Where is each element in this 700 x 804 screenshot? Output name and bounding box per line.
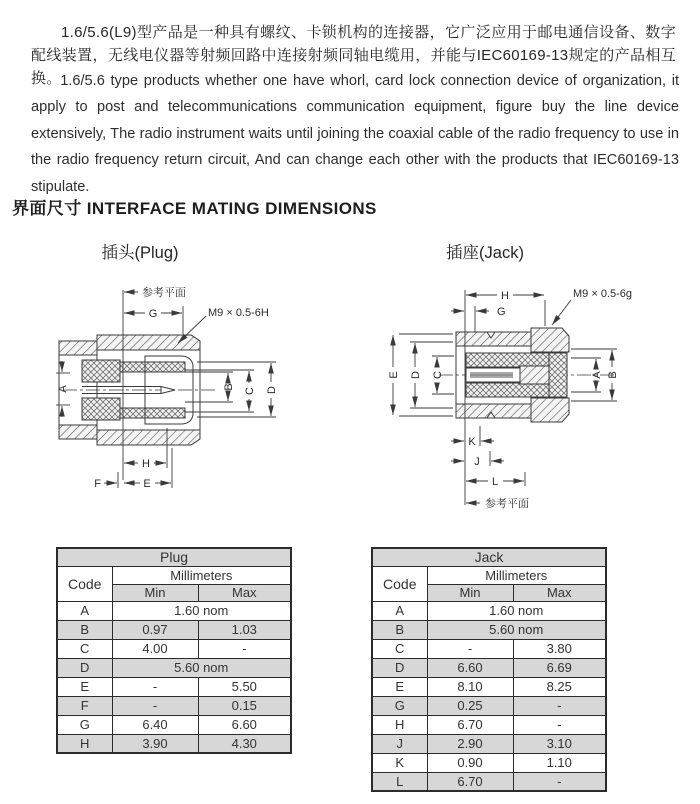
min-cell: - bbox=[427, 639, 513, 658]
min-cell: 6.70 bbox=[427, 772, 513, 791]
jack-figure-title: 插座(Jack) bbox=[446, 244, 524, 262]
jack-dim-g: G bbox=[497, 306, 506, 318]
code-cell: J bbox=[372, 734, 427, 753]
min-cell: 0.90 bbox=[427, 753, 513, 772]
max-header: Max bbox=[513, 584, 606, 601]
min-cell: 0.25 bbox=[427, 696, 513, 715]
min-cell: 6.60 bbox=[427, 658, 513, 677]
min-cell: 6.70 bbox=[427, 715, 513, 734]
plug-thread-label: M9 × 0.5-6H bbox=[208, 307, 269, 319]
code-cell: F bbox=[57, 696, 112, 715]
jack-table-row-K bbox=[372, 753, 606, 772]
jack-dimension-lines bbox=[393, 295, 617, 503]
plug-dim-c: C bbox=[244, 387, 256, 395]
code-cell: G bbox=[57, 715, 112, 734]
plug-table-row-F bbox=[57, 696, 291, 715]
max-cell: 1.10 bbox=[513, 753, 606, 772]
min-cell: 4.00 bbox=[112, 639, 198, 658]
plug-body bbox=[59, 290, 215, 480]
plug-table-row-E bbox=[57, 677, 291, 696]
code-cell: L bbox=[372, 772, 427, 791]
plug-dim-d: D bbox=[266, 386, 278, 394]
jack-dim-c: C bbox=[432, 371, 444, 379]
plug-dim-e: E bbox=[143, 478, 151, 490]
plug-dim-a: A bbox=[57, 385, 69, 393]
code-cell: E bbox=[372, 677, 427, 696]
max-cell: 8.25 bbox=[513, 677, 606, 696]
section-heading-english: INTERFACE MATING DIMENSIONS bbox=[86, 199, 377, 218]
code-cell: B bbox=[57, 620, 112, 639]
nominal-cell: 5.60 nom bbox=[112, 658, 291, 677]
plug-table-row-A bbox=[57, 601, 291, 620]
max-cell: - bbox=[513, 715, 606, 734]
max-cell: 6.69 bbox=[513, 658, 606, 677]
plug-table-row-H bbox=[57, 734, 291, 753]
code-cell: A bbox=[57, 601, 112, 620]
jack-dim-d: D bbox=[410, 371, 422, 379]
max-cell: 1.03 bbox=[198, 620, 291, 639]
code-cell: H bbox=[57, 734, 112, 753]
plug-dim-g: G bbox=[148, 308, 158, 320]
jack-table-row-C bbox=[372, 639, 606, 658]
max-cell: - bbox=[513, 772, 606, 791]
plug-table-title: Plug bbox=[57, 548, 291, 566]
max-cell: 4.30 bbox=[198, 734, 291, 753]
code-cell: C bbox=[372, 639, 427, 658]
intro-paragraph-chinese: 1.6/5.6(L9)型产品是一种具有螺纹、卡锁机构的连接器，它广泛应用于邮电通信设备、数字配线装置，无线电仪器等射频回路中连接射频同轴电缆用，并能与IEC60169-13规定的产品相互换。 bbox=[31, 24, 676, 87]
min-cell: 6.40 bbox=[112, 715, 198, 734]
max-cell: 6.60 bbox=[198, 715, 291, 734]
max-cell: 5.50 bbox=[198, 677, 291, 696]
jack-table-row-E bbox=[372, 677, 606, 696]
code-cell: E bbox=[57, 677, 112, 696]
nominal-cell: 1.60 nom bbox=[112, 601, 291, 620]
code-cell: G bbox=[372, 696, 427, 715]
min-cell: 2.90 bbox=[427, 734, 513, 753]
jack-section-drawing bbox=[363, 276, 655, 546]
intro-paragraph-english: 1.6/5.6 type products whether one have whorl, card lock connection device of organization, it apply to post and telecommunications communication equipment, figure buy the line device extensively, The radio instrument waits until joining the coaxial cable of the radio frequency to use in the radio frequency return circuit, And can change each other with the products that IEC60169-13 stipulate. bbox=[31, 72, 679, 195]
jack-dim-b: B bbox=[607, 371, 619, 379]
plug-dim-h: H bbox=[142, 458, 150, 470]
unit-header: Millimeters bbox=[112, 566, 291, 584]
nominal-cell: 1.60 nom bbox=[427, 601, 606, 620]
max-header: Max bbox=[198, 584, 291, 601]
plug-figure-title: 插头(Plug) bbox=[101, 244, 179, 262]
plug-dim-f: F bbox=[94, 478, 101, 490]
jack-thread-label: M9 × 0.5-6g bbox=[573, 288, 633, 300]
code-cell: K bbox=[372, 753, 427, 772]
code-cell: H bbox=[372, 715, 427, 734]
jack-table-row-L bbox=[372, 772, 606, 791]
max-cell: - bbox=[198, 639, 291, 658]
jack-dim-l: L bbox=[491, 476, 499, 488]
min-cell: - bbox=[112, 696, 198, 715]
unit-header: Millimeters bbox=[427, 566, 606, 584]
plug-dimension-labels bbox=[57, 285, 278, 490]
code-cell: A bbox=[372, 601, 427, 620]
nominal-cell: 5.60 nom bbox=[427, 620, 606, 639]
plug-table-row-B bbox=[57, 620, 291, 639]
min-cell: 0.97 bbox=[112, 620, 198, 639]
min-cell: 3.90 bbox=[112, 734, 198, 753]
jack-table-row-A bbox=[372, 601, 606, 620]
plug-table-row-D bbox=[57, 658, 291, 677]
jack-body bbox=[439, 290, 615, 505]
max-cell: 0.15 bbox=[198, 696, 291, 715]
code-cell: D bbox=[372, 658, 427, 677]
plug-dim-b: B bbox=[223, 383, 235, 391]
plug-reference-plane-label: 参考平面 bbox=[142, 287, 186, 299]
max-cell: - bbox=[513, 696, 606, 715]
max-cell: 3.80 bbox=[513, 639, 606, 658]
jack-table-row-G bbox=[372, 696, 606, 715]
code-cell: D bbox=[57, 658, 112, 677]
plug-section-drawing bbox=[25, 276, 305, 546]
jack-dim-j: J bbox=[474, 456, 480, 468]
code-header: Code bbox=[372, 566, 427, 601]
jack-table-row-B bbox=[372, 620, 606, 639]
plug-dimensions-table bbox=[56, 547, 292, 754]
code-cell: B bbox=[372, 620, 427, 639]
min-cell: - bbox=[112, 677, 198, 696]
max-cell: 3.10 bbox=[513, 734, 606, 753]
jack-dim-e: E bbox=[388, 371, 400, 379]
jack-dim-a: A bbox=[591, 371, 603, 379]
jack-table-row-J bbox=[372, 734, 606, 753]
jack-dim-k: K bbox=[468, 436, 476, 448]
jack-table-row-D bbox=[372, 658, 606, 677]
jack-table-title: Jack bbox=[372, 548, 606, 566]
section-heading bbox=[12, 194, 377, 219]
min-header: Min bbox=[112, 584, 198, 601]
section-heading-chinese: 界面尺寸 bbox=[12, 199, 82, 218]
code-cell: C bbox=[57, 639, 112, 658]
code-header: Code bbox=[57, 566, 112, 601]
jack-dim-h: H bbox=[501, 290, 509, 302]
min-cell: 8.10 bbox=[427, 677, 513, 696]
min-header: Min bbox=[427, 584, 513, 601]
plug-table-row-C bbox=[57, 639, 291, 658]
jack-dimension-labels bbox=[388, 288, 632, 510]
jack-dimensions-table bbox=[371, 547, 607, 792]
jack-table-row-H bbox=[372, 715, 606, 734]
plug-table-row-G bbox=[57, 715, 291, 734]
jack-reference-plane-label: 参考平面 bbox=[485, 498, 529, 510]
